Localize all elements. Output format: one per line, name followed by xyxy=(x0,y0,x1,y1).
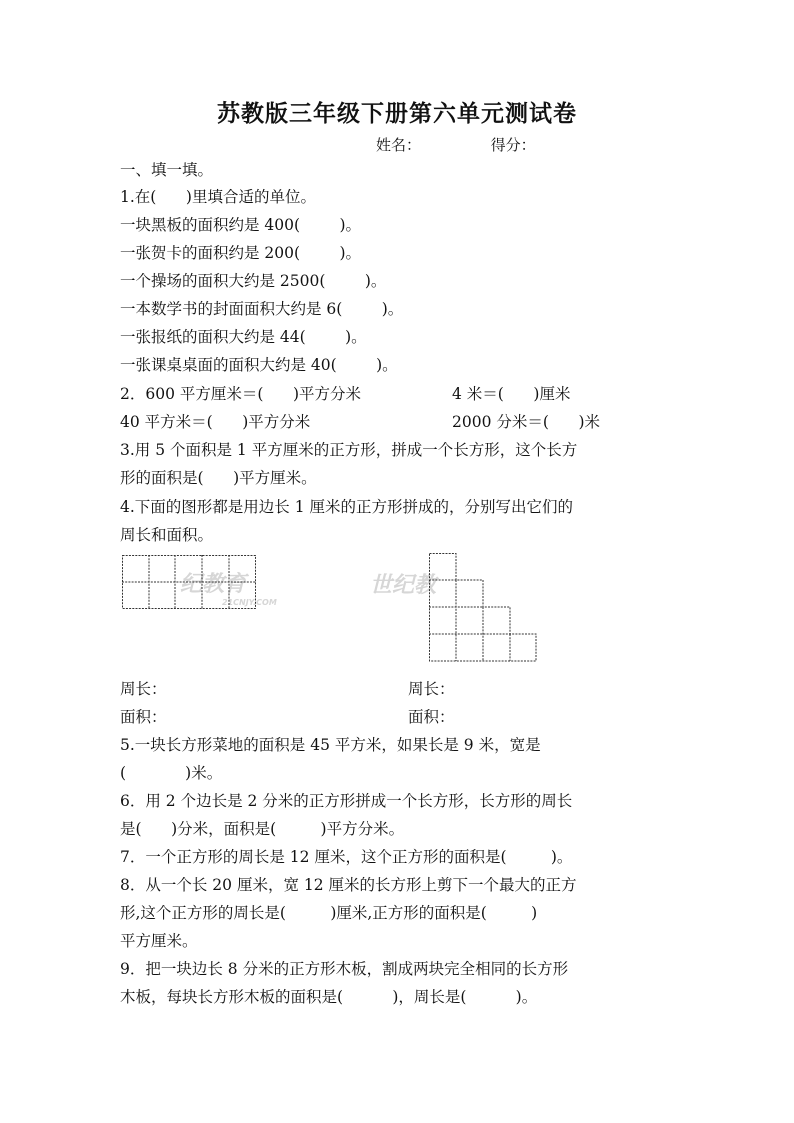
q5-line: 5.一块长方形菜地的面积是 45 平方米，如果长是 9 米，宽是 xyxy=(120,736,541,754)
q8-line: 8．从一个长 20 厘米，宽 12 厘米的长方形上剪下一个最大的正方 xyxy=(120,876,577,894)
rectangle-grid-figure xyxy=(122,555,277,611)
q1-item: 一张报纸的面积大约是 44( )。 xyxy=(120,328,367,346)
q8-line: 形,这个正方形的周长是( )厘米,正方形的面积是( ) xyxy=(120,904,538,922)
name-label: 姓名： xyxy=(376,136,422,154)
q4-line: 周长和面积。 xyxy=(120,526,214,544)
q2-part-a: 2．600 平方厘米＝( )平方分米 xyxy=(120,385,362,403)
q1-item: 一块黑板的面积约是 400( )。 xyxy=(120,216,362,234)
left-area-label: 面积： xyxy=(120,708,167,726)
q4-line: 4.下面的图形都是用边长 1 厘米的正方形拼成的，分别写出它们的 xyxy=(120,498,574,516)
q8-line: 平方厘米。 xyxy=(120,932,198,950)
left-perimeter-label: 周长： xyxy=(120,680,167,698)
q5-line: ( )米。 xyxy=(120,764,223,782)
right-area-label: 面积： xyxy=(408,708,455,726)
q6-line: 6．用 2 个边长是 2 分米的正方形拼成一个长方形，长方形的周长 xyxy=(120,792,573,810)
q1-item: 一张课桌桌面的面积大约是 40( )。 xyxy=(120,356,398,374)
score-label: 得分： xyxy=(490,136,536,154)
right-perimeter-label: 周长： xyxy=(408,680,455,698)
page-title: 苏教版三年级下册第六单元测试卷 xyxy=(217,100,577,127)
watermark-text: 世纪教 xyxy=(370,573,437,598)
q1-item: 一张贺卡的面积约是 200( )。 xyxy=(120,244,362,262)
watermark-subtext: 21CNJY.COM xyxy=(222,598,277,607)
q2-part-b: 4 米＝( )厘米 xyxy=(452,385,571,403)
section-heading: 一、填一填。 xyxy=(120,161,214,179)
q2-part-c: 40 平方米＝( )平方分米 xyxy=(120,413,311,431)
q9-line: 木板，每块长方形木板的面积是( )，周长是( )。 xyxy=(120,988,538,1006)
q1-item: 一个操场的面积大约是 2500( )。 xyxy=(120,272,387,290)
staircase-grid-figure xyxy=(429,553,539,663)
watermark-text: 纪教育 xyxy=(180,572,247,597)
q3-line: 3.用 5 个面积是 1 平方厘米的正方形，拼成一个长方形，这个长方 xyxy=(120,441,578,459)
q1-item: 一本数学书的封面面积大约是 6( )。 xyxy=(120,300,404,318)
q3-line: 形的面积是( )平方厘米。 xyxy=(120,469,317,487)
q7-line: 7．一个正方形的周长是 12 厘米，这个正方形的面积是( )。 xyxy=(120,848,573,866)
q6-line: 是( )分米，面积是( )平方分米。 xyxy=(120,820,405,838)
q9-line: 9．把一块边长 8 分米的正方形木板，割成两块完全相同的长方形 xyxy=(120,960,569,978)
q1-stem: 1.在( )里填合适的单位。 xyxy=(120,188,316,206)
q2-part-d: 2000 分米＝( )米 xyxy=(452,413,601,431)
student-info xyxy=(376,134,536,155)
